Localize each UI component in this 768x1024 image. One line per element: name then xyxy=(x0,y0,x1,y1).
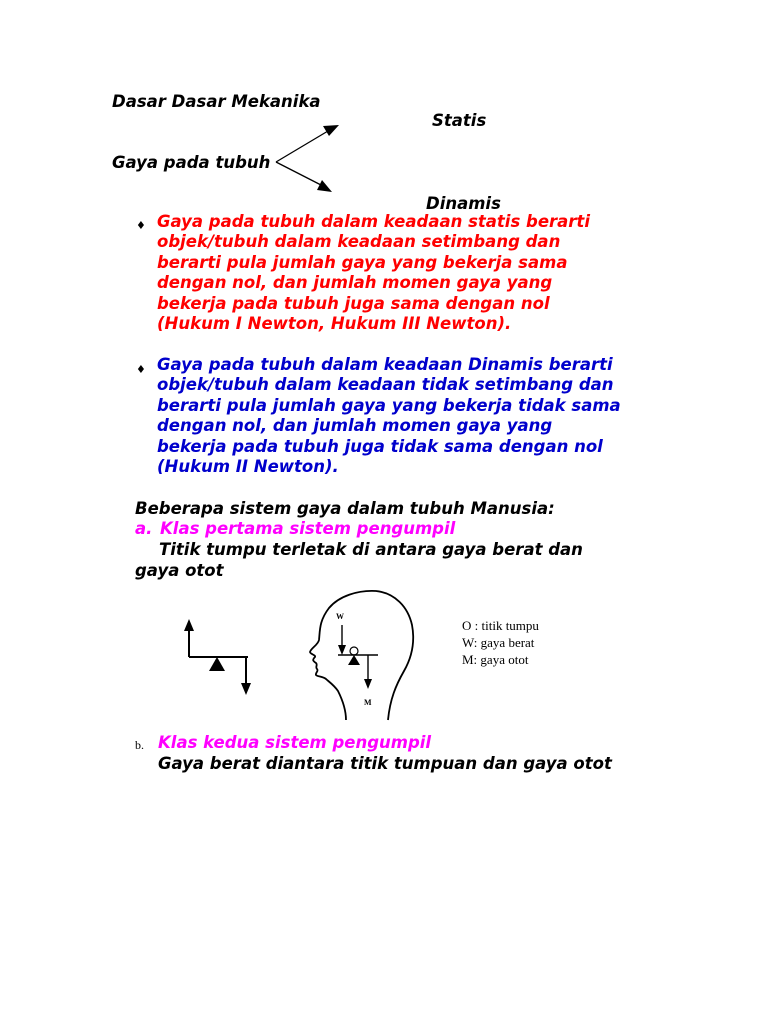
legend-item: M: gaya otot xyxy=(462,652,529,667)
document-title: Dasar Dasar Mekanika xyxy=(112,92,321,111)
arrow-down-head xyxy=(317,180,332,192)
text-line: Gaya pada tubuh dalam keadaan Dinamis berarti xyxy=(157,355,613,374)
section-title: Beberapa sistem gaya dalam tubuh Manusia: xyxy=(135,499,555,518)
lever-diagram xyxy=(132,585,422,725)
force-down-head xyxy=(241,683,251,695)
figure-label-m: M xyxy=(364,698,372,707)
branch-arrows xyxy=(268,122,348,202)
bullet-marker: ♦ xyxy=(136,363,146,376)
item-a-title: Klas pertama sistem pengumpil xyxy=(160,519,456,538)
item-b-desc: Gaya berat diantara titik tumpuan dan gaya otot xyxy=(158,754,612,773)
branch-dinamis: Dinamis xyxy=(426,194,501,213)
root-gaya-pada-tubuh: Gaya pada tubuh xyxy=(112,153,271,172)
text-line: berarti pula jumlah gaya yang bekerja tidak sama xyxy=(157,395,621,415)
text-line: berarti pula jumlah gaya yang bekerja sama xyxy=(157,252,568,272)
legend-item: W: gaya berat xyxy=(462,635,535,650)
bullet-marker: ♦ xyxy=(136,219,146,232)
arrow-up-head xyxy=(323,125,339,136)
item-a-desc-line2: gaya otot xyxy=(135,561,224,580)
text-line: bekerja pada tubuh juga sama dengan nol xyxy=(157,293,550,313)
text-line: (Hukum I Newton, Hukum III Newton). xyxy=(157,314,512,334)
figure-label-w: W xyxy=(336,612,344,621)
text-line: (Hukum II Newton). xyxy=(157,457,339,477)
item-a-marker: a. xyxy=(135,519,153,538)
arrow-up-line xyxy=(276,131,328,162)
legend-item: O : titik tumpu xyxy=(462,618,539,633)
item-a-desc-line1: Titik tumpu terletak di antara gaya berat dan xyxy=(159,540,583,559)
force-up-head xyxy=(184,619,194,631)
text-line: dengan nol, dan jumlah momen gaya yang xyxy=(157,273,553,293)
item-b-title: Klas kedua sistem pengumpil xyxy=(158,733,432,752)
text-line: objek/tubuh dalam keadaan tidak setimbang dan xyxy=(157,375,614,395)
text-line: Gaya pada tubuh dalam keadaan statis berarti xyxy=(157,212,590,231)
text-line: objek/tubuh dalam keadaan setimbang dan xyxy=(157,232,561,252)
bullet-dynamic-text xyxy=(157,355,697,477)
head-m-head xyxy=(364,679,372,689)
item-b-marker: b. xyxy=(135,738,144,752)
text-line: dengan nol, dan jumlah momen gaya yang xyxy=(157,416,553,436)
fulcrum-left xyxy=(209,657,225,671)
head-fulcrum-o xyxy=(350,647,358,655)
arrow-down-line xyxy=(276,162,321,185)
text-line: bekerja pada tubuh juga tidak sama dengan nol xyxy=(157,436,603,456)
branch-statis: Statis xyxy=(432,111,487,130)
bullet-static-text xyxy=(157,212,697,334)
head-fulcrum xyxy=(348,655,360,665)
head-w-head xyxy=(338,645,346,655)
